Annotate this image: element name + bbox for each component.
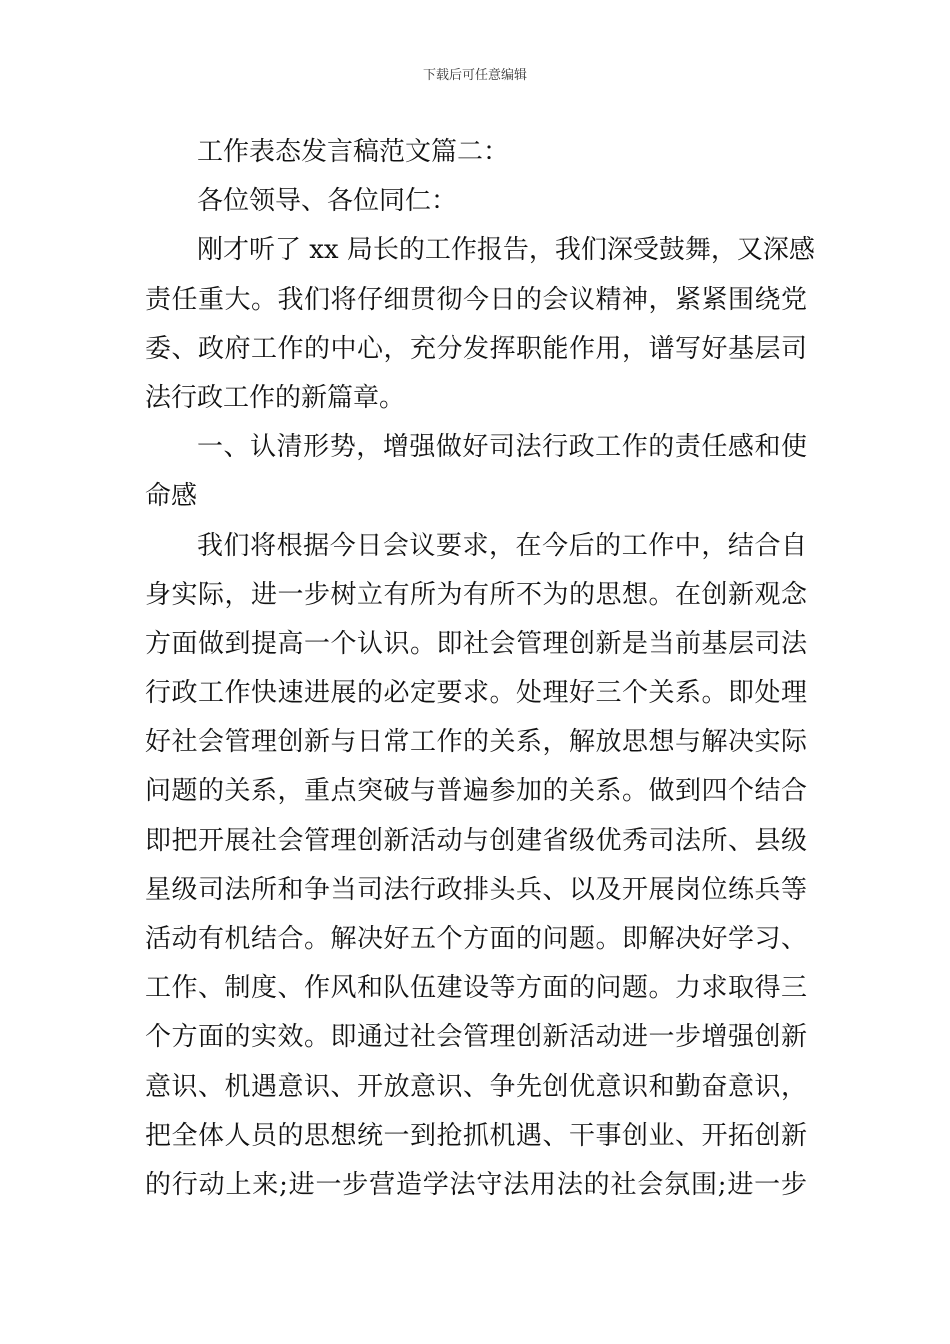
section-title: 工作表态发言稿范文篇二： [197,137,510,167]
paragraph-line: 工作、制度、作风和队伍建设等方面的问题。力求取得三 [145,973,807,1004]
page-header: 下载后可任意编辑 [422,68,527,83]
paragraph-line: 法行政工作的新篇章。 [145,382,406,413]
paragraph-line: 身实际，进一步树立有所为有所不为的思想。在创新观念 [145,579,807,610]
paragraph-line: 意识、机遇意识、开放意识、争先创优意识和勤奋意识， [145,1071,807,1102]
paragraph-line: 行政工作快速进展的必定要求。处理好三个关系。即处理 [145,678,807,709]
paragraph-line: 即把开展社会管理创新活动与创建省级优秀司法所、县级 [145,825,807,856]
paragraph-line: 的行动上来;进一步营造学法守法用法的社会氛围;进一步 [145,1169,807,1200]
paragraph-line: 活动有机结合。解决好五个方面的问题。即解决好学习、 [145,924,807,954]
paragraph-line: 星级司法所和争当司法行政排头兵、以及开展岗位练兵等 [145,874,807,905]
paragraph-line: 责任重大。我们将仔细贯彻今日的会议精神，紧紧围绕党 [145,284,807,315]
salutation: 各位领导、各位同仁： [197,186,458,217]
paragraph-line: 个方面的实效。即通过社会管理创新活动进一步增强创新 [145,1022,807,1053]
paragraph-line: 委、政府工作的中心，充分发挥职能作用，谱写好基层司 [145,333,807,364]
document-body [145,128,815,1210]
paragraph-line: 好社会管理创新与日常工作的关系，解放思想与解决实际 [145,727,807,758]
paragraph-line: 把全体人员的思想统一到抢抓机遇、干事创业、开拓创新 [145,1120,807,1151]
paragraph-line: 方面做到提高一个认识。即社会管理创新是当前基层司法 [145,628,807,659]
paragraph-line: 我们将根据今日会议要求，在今后的工作中，结合自 [197,530,807,561]
paragraph-line: 问题的关系，重点突破与普遍参加的关系。做到四个结合 [145,776,807,807]
heading-line: 命感 [145,481,198,512]
heading-line: 一、认清形势，增强做好司法行政工作的责任感和使 [197,432,807,463]
paragraph-line: 刚才听了 xx 局长的工作报告，我们深受鼓舞，又深感 [197,235,815,266]
